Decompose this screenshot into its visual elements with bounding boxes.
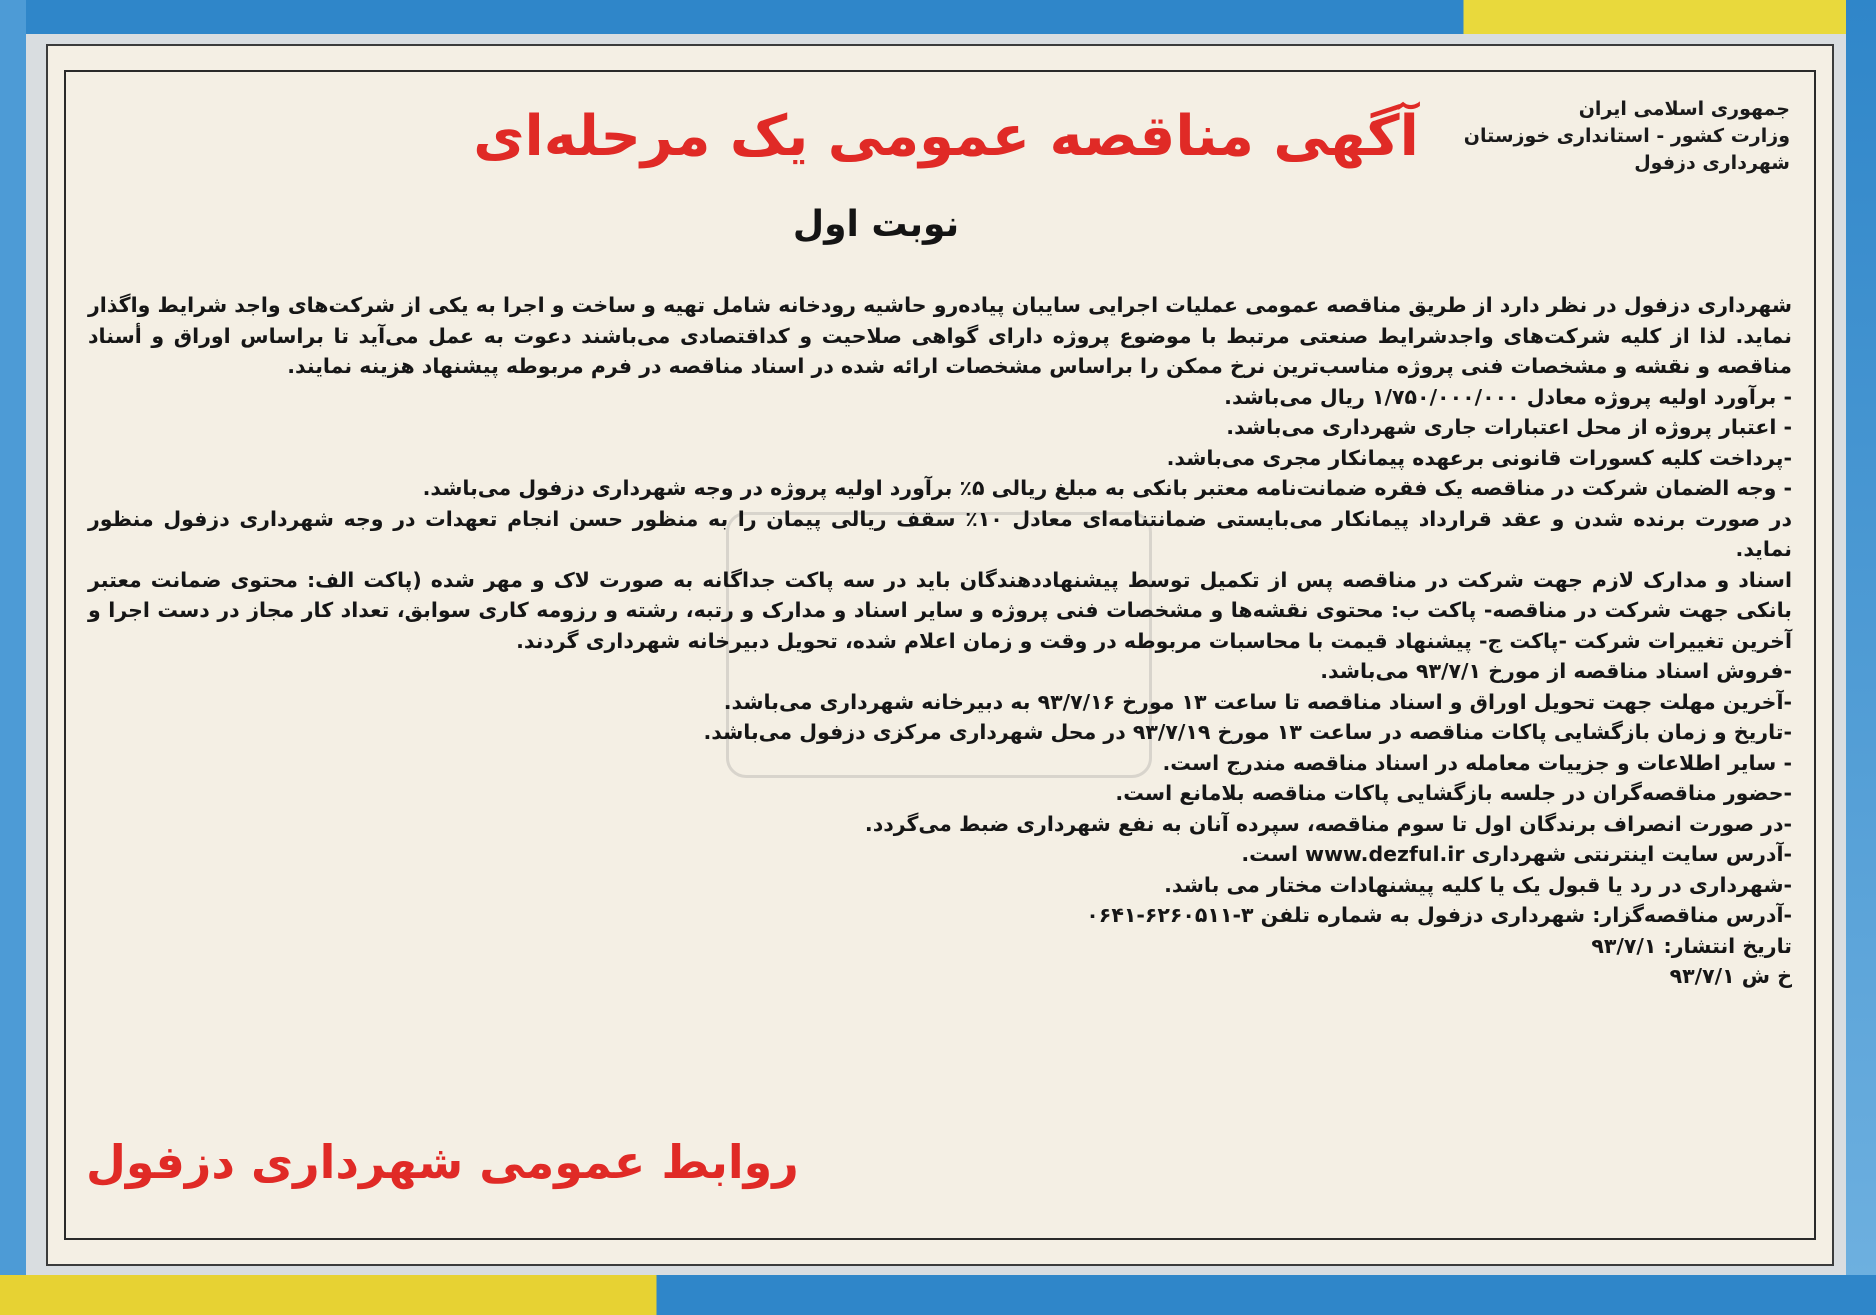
item-funding: - اعتبار پروژه از محل اعتبارات جاری شهرداری می‌باشد. bbox=[1226, 415, 1792, 439]
item-rights: -شهرداری در رد یا قبول یک یا کلیه پیشنهادات مختار می باشد. bbox=[1164, 872, 1792, 897]
item-sale-date: -فروش اسناد مناقصه از مورخ ۹۳/۷/۱ می‌باشد. bbox=[1320, 659, 1792, 683]
announcement-title: آگهی مناقصه عمومی یک مرحله‌ای bbox=[473, 104, 1419, 169]
item-website: -آدرس سایت اینترنتی شهرداری www.dezful.ir است. bbox=[1241, 842, 1792, 866]
frame-band-bottom bbox=[0, 1275, 1876, 1315]
item-deductions: -پرداخت کلیه کسورات قانونی برعهده پیمانکار مجری می‌باشد. bbox=[1166, 445, 1792, 470]
item-address: -آدرس مناقصه‌گزار: شهرداری دزفول به شماره تلفن ۳-۶۲۶۰۵۱۱-۰۶۴۱ bbox=[1086, 903, 1792, 927]
frame-band-left bbox=[0, 0, 26, 1315]
reference-code: خ ش ۹۳/۷/۱ bbox=[1669, 964, 1792, 988]
issuer-line-3: شهرداری دزفول bbox=[1634, 152, 1790, 174]
item-attendance: -حضور مناقصه‌گران در جلسه بازگشایی پاکات مناقصه بلامانع است. bbox=[1115, 781, 1792, 805]
item-performance-bond: در صورت برنده شدن و عقد قرارداد پیمانکار می‌بایستی ضمانتنامه‌ای معادل ۱۰٪ سقف ریالی پیمان را به منظور حسن انجام تعهدات در وجه شهرداری دزفول منظور نماید. bbox=[88, 506, 1792, 561]
issuer-line-1: جمهوری اسلامی ایران bbox=[1578, 98, 1790, 120]
item-envelopes: اسناد و مدارک لازم جهت شرکت در مناقصه پس از تکمیل توسط پیشنهاددهندگان باید در سه پاکت جداگانه به صورت لاک و مهر شده (پاکت الف: محتوی ضمانت معتبر بانکی جهت شرکت در مناقصه- پاکت ب: محتوی نقشه‌ها و مشخصات فنی پروژه و سایر اسناد و مدارک و رتبه، رشته و رزومه کاری سوابق، تعداد کار مجاز در دست اجرا و آخرین تغییرات شرکت -پاکت ج- پیشنهاد قیمت با محاسبات مربوطه در وقت و زمان اعلام شده، تحویل دبیرخانه شهرداری گردند. bbox=[88, 567, 1792, 653]
newspaper-clipping bbox=[46, 44, 1834, 1266]
issuer-line-2: وزارت کشور - استانداری خوزستان bbox=[1463, 125, 1790, 147]
item-estimate: - برآورد اولیه پروژه معادل ۱/۷۵۰/۰۰۰/۰۰۰ ریال می‌باشد. bbox=[1224, 384, 1792, 409]
item-other-info: - سایر اطلاعات و جزییات معامله در اسناد مناقصه مندرج است. bbox=[1162, 750, 1792, 775]
item-forfeit: -در صورت انصراف برندگان اول تا سوم مناقصه، سپرده آنان به نفع شهرداری ضبط می‌گردد. bbox=[864, 811, 1792, 836]
item-deadline: -آخرین مهلت جهت تحویل اوراق و اسناد مناقصه تا ساعت ۱۳ مورخ ۹۳/۷/۱۶ به دبیرخانه شهرداری می‌باشد. bbox=[723, 689, 1792, 714]
item-opening: -تاریخ و زمان بازگشایی پاکات مناقصه در ساعت ۱۳ مورخ ۹۳/۷/۱۹ در محل شهرداری مرکزی دزفول می‌باشد. bbox=[703, 720, 1792, 744]
frame-band-right bbox=[1846, 0, 1876, 1315]
frame-band-top bbox=[0, 0, 1876, 34]
announcement-body bbox=[88, 290, 1792, 992]
intro-paragraph: شهرداری دزفول در نظر دارد از طریق مناقصه عمومی عملیات اجرایی سایبان پیاده‌رو حاشیه رودخانه شامل تهیه و ساخت و اجرا به یکی از شرکت‌های واجد شرایط واگذار نماید. لذا از کلیه شرکت‌های واجدشرایط صنعتی مرتبط با موضوع پروژه دارای گواهی صلاحیت و کداقتصادی می‌باشند دعوت به عمل می‌آید تا براساس اوراق و أسناد مناقصه و نقشه و مشخصات فنی پروژه مناسب‌ترین نرخ ممکن را براساس مشخصات ارائه شده در اسناد مناقصه در فرم مربوطه پیشنهاد هزینه نمایند. bbox=[88, 293, 1792, 378]
announcement-border bbox=[64, 70, 1816, 1240]
issuer-header bbox=[1450, 96, 1790, 177]
round-label: نوبت اول bbox=[792, 204, 960, 245]
publish-date: تاریخ انتشار: ۹۳/۷/۱ bbox=[1591, 933, 1792, 958]
public-relations-signature: روابط عمومی شهرداری دزفول bbox=[86, 1135, 799, 1189]
item-guarantee: - وجه الضمان شرکت در مناقصه یک فقره ضمانت‌نامه معتبر بانکی به مبلغ ریالی ۵٪ برآورد اولیه پروژه در وجه شهرداری دزفول می‌باشد. bbox=[422, 476, 1792, 500]
